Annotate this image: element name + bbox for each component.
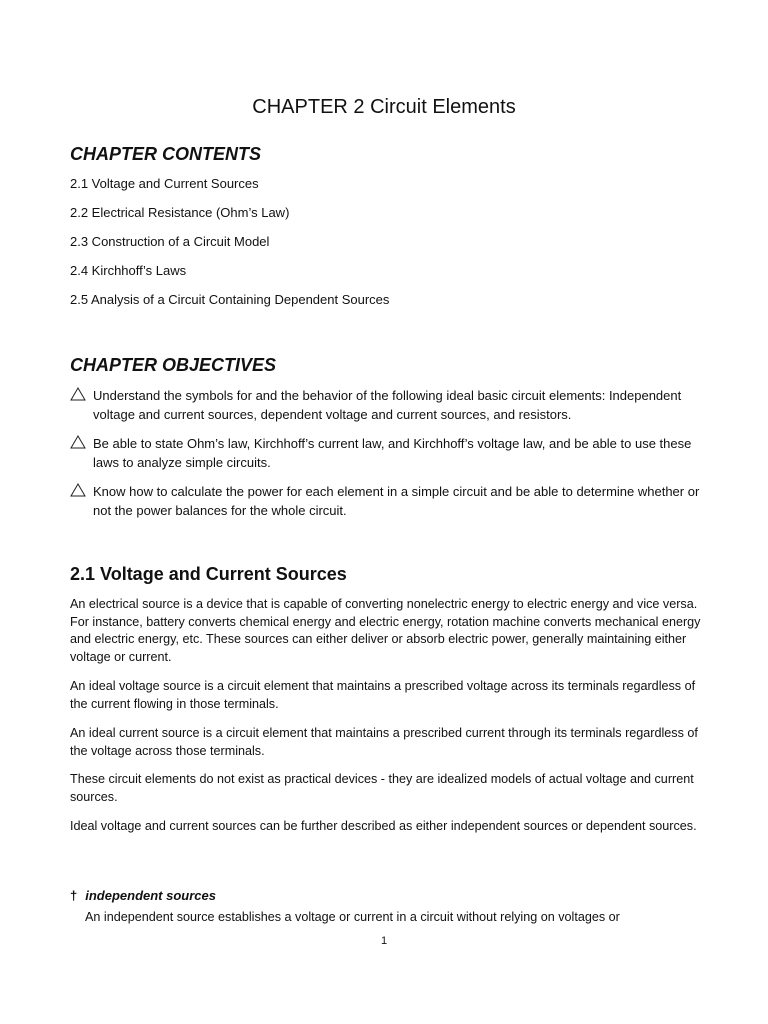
subsection-text: An independent source establishes a voltage or current in a circuit without relying on voltages or — [85, 910, 620, 924]
toc-item-2: 2.2 Electrical Resistance (Ohm’s Law) — [70, 205, 290, 220]
subsection-heading — [70, 888, 216, 903]
objective-item-3 — [70, 482, 710, 520]
section-heading: 2.1 Voltage and Current Sources — [70, 564, 347, 584]
toc-item-4: 2.4 Kirchhoff’s Laws — [70, 263, 187, 278]
toc-item-3: 2.3 Construction of a Circuit Model — [70, 234, 270, 249]
triangle-outline-icon — [70, 387, 86, 406]
objective-item-1 — [70, 386, 710, 424]
objective-text: Be able to state Ohm’s law, Kirchhoff’s current law, and Kirchhoff’s voltage law, and be able to use these laws to analyze simple circuits. — [93, 436, 692, 470]
page-number: 1 — [380, 935, 388, 947]
toc-item-1: 2.1 Voltage and Current Sources — [70, 176, 259, 191]
objective-item-2 — [70, 434, 710, 472]
objective-text: Know how to calculate the power for each element in a simple circuit and be able to determine whether or not the power balances for the whole circuit. — [93, 484, 700, 518]
toc-item-5: 2.5 Analysis of a Circuit Containing Dependent Sources — [70, 292, 390, 307]
contents-heading: CHAPTER CONTENTS — [70, 144, 262, 164]
paragraph-4: These circuit elements do not exist as practical devices - they are idealized models of actual voltage and current sources. — [70, 772, 694, 804]
subsection-title: independent sources — [85, 888, 216, 903]
paragraph-3: An ideal current source is a circuit element that maintains a prescribed current through its terminals regardless of the voltage across those terminals. — [70, 726, 698, 758]
dagger-marker: † — [70, 888, 78, 903]
paragraph-5: Ideal voltage and current sources can be further described as either independent sources or dependent sources. — [70, 819, 697, 833]
chapter-title: CHAPTER 2 Circuit Elements — [252, 96, 516, 118]
triangle-outline-icon — [70, 435, 86, 454]
paragraph-2: An ideal voltage source is a circuit element that maintains a prescribed voltage across its terminals regardless of the current flowing in those terminals. — [70, 679, 696, 711]
paragraph-1: An electrical source is a device that is capable of converting nonelectric energy to electric energy and vice versa. For instance, battery converts chemical energy and electric energy, rotation machine converts mechanical energy and electric energy, etc. These sources can either deliver or absorb electric power, generally maintaining either voltage or current. — [70, 597, 701, 664]
objectives-heading: CHAPTER OBJECTIVES — [70, 355, 277, 375]
objective-text: Understand the symbols for and the behavior of the following ideal basic circuit elements: Independent voltage and current sources, dependent voltage and current sources, and resistors. — [93, 388, 682, 422]
triangle-outline-icon — [70, 483, 86, 502]
